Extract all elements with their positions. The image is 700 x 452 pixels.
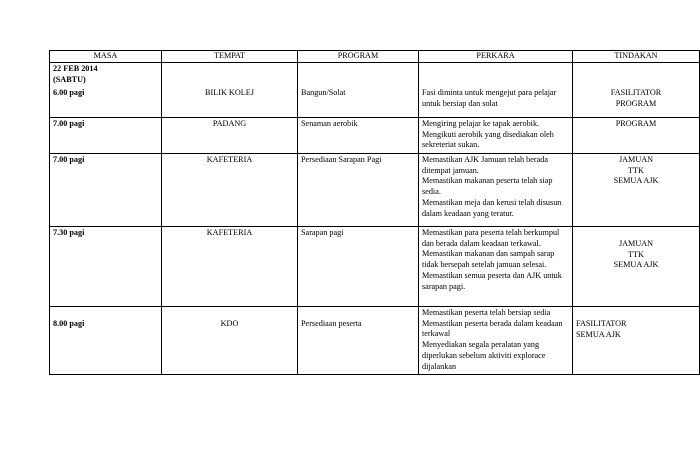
table-row-date xyxy=(50,62,700,87)
program-cell: Persediaan Sarapan Pagi xyxy=(298,153,419,226)
program-cell: Bangun/Solat xyxy=(298,87,419,118)
masa-value: 8.00 pagi xyxy=(53,318,85,328)
tempat-cell: PADANG xyxy=(162,117,298,153)
tindakan-cell xyxy=(573,153,700,226)
perkara-line: untuk bersiap dan solat xyxy=(422,98,498,108)
perkara-line: Memastikan makanan dan sampah sarap xyxy=(422,249,555,259)
perkara-line: sekreteriat sukan. xyxy=(422,140,480,150)
tindakan-line: SEMUA AJK xyxy=(613,260,659,270)
schedule-table xyxy=(49,50,700,375)
tindakan-line: FASILITATOR xyxy=(576,318,627,328)
table-row xyxy=(50,87,700,118)
tindakan-cell xyxy=(573,226,700,306)
program-cell xyxy=(298,306,419,374)
tempat-value: KDO xyxy=(220,318,239,328)
perkara-line: Memastikan semua peserta dan AJK untuk xyxy=(422,271,562,281)
perkara-line: diperlukan sebelum aktiviti explorace xyxy=(422,351,546,361)
perkara-cell xyxy=(419,87,573,118)
program-value: Persediaan peserta xyxy=(301,318,362,328)
perkara-line: ditempat jamuan. xyxy=(422,165,479,175)
perkara-cell xyxy=(419,117,573,153)
tindakan-line: SEMUA AJK xyxy=(613,176,659,186)
tempat-cell: BILIK KOLEJ xyxy=(162,87,298,118)
perkara-line: dalam keadaan yang teratur. xyxy=(422,208,514,218)
program-cell: Sarapan pagi xyxy=(298,226,419,306)
perkara-line: Memastikan para peserta telah berkumpul xyxy=(422,227,560,237)
tindakan-line: TTK xyxy=(628,249,644,259)
masa-cell: 7.30 pagi xyxy=(50,226,162,306)
header-row xyxy=(50,51,700,63)
perkara-line: dan berada dalam keadaan terkawal. xyxy=(422,238,541,248)
date-cell xyxy=(50,62,162,87)
table-row xyxy=(50,117,700,153)
perkara-line: tidak bersepah setelah jamuan selesai. xyxy=(422,260,547,270)
tempat-cell xyxy=(162,306,298,374)
tindakan-line: TTK xyxy=(628,165,644,175)
tindakan-line: JAMUAN xyxy=(618,238,654,248)
header-tindakan: TINDAKAN xyxy=(573,51,700,63)
tindakan-cell xyxy=(573,117,700,153)
masa-cell xyxy=(50,306,162,374)
table-row xyxy=(50,226,700,306)
tindakan-line: JAMUAN xyxy=(618,154,654,164)
perkara-line: terkawal xyxy=(422,329,451,339)
masa-cell: 6.00 pagi xyxy=(50,87,162,118)
perkara-line: Memastikan peserta berada dalam keadaan xyxy=(422,318,563,328)
perkara-line: sedia. xyxy=(422,187,441,197)
tindakan-line: PROGRAM xyxy=(615,118,657,128)
tindakan-line: PROGRAM xyxy=(615,98,657,108)
masa-cell: 7.00 pagi xyxy=(50,153,162,226)
perkara-line: Memastikan AJK Jamuan telah berada xyxy=(422,154,548,164)
tempat-cell: KAFETERIA xyxy=(162,153,298,226)
table-row xyxy=(50,153,700,226)
date-line1: 22 FEB 2014 xyxy=(53,63,98,73)
header-program: PROGRAM xyxy=(298,51,419,63)
perkara-line: Menyediakan segala peralatan yang xyxy=(422,340,540,350)
perkara-line: dijalankan xyxy=(422,361,457,371)
date-line2: (SABTU) xyxy=(53,74,86,84)
perkara-cell xyxy=(419,226,573,306)
tempat-cell: KAFETERIA xyxy=(162,226,298,306)
program-cell: Senaman aerobik xyxy=(298,117,419,153)
perkara-cell xyxy=(419,306,573,374)
header-perkara: PERKARA xyxy=(419,51,573,63)
perkara-line: Mengiring pelajar ke tapak aerobik. xyxy=(422,118,540,128)
perkara-line: Memastikan meja dan kerusi telah disusun xyxy=(422,198,562,208)
perkara-line: Mengikuti aerobik yang disediakan oleh xyxy=(422,129,554,139)
tindakan-line: FASILITATOR xyxy=(610,87,662,97)
perkara-line: Memastikan peserta telah bersiap sedia xyxy=(422,307,551,317)
header-tempat: TEMPAT xyxy=(162,51,298,63)
perkara-line: Memastikan makanan peserta telah siap xyxy=(422,176,553,186)
perkara-line: sarapan pagi. xyxy=(422,281,466,291)
table-row xyxy=(50,306,700,374)
tindakan-cell xyxy=(573,87,700,118)
header-masa: MASA xyxy=(50,51,162,63)
tindakan-line: SEMUA AJK xyxy=(576,329,621,339)
masa-cell: 7.00 pagi xyxy=(50,117,162,153)
perkara-cell xyxy=(419,153,573,226)
perkara-line: Fasi diminta untuk mengejut para pelajar xyxy=(422,87,557,97)
tindakan-cell xyxy=(573,306,700,374)
